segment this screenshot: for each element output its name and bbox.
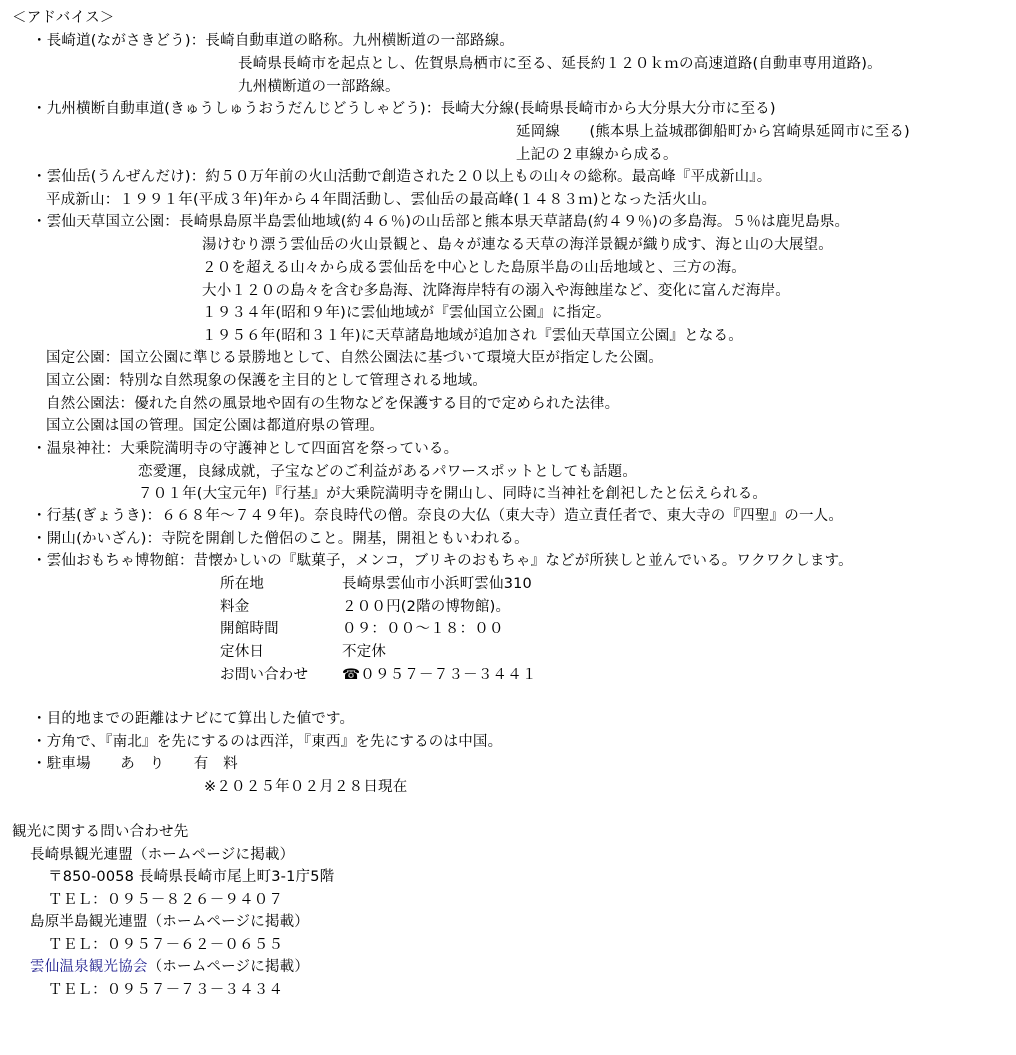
as-of-date: ※２０２５年０２月２８日現在: [204, 779, 408, 795]
museum-title: ・雲仙おもちゃ博物館：昔懐かしいの『駄菓子，メンコ，ブリキのおもちゃ』などが所狭しと並んでいる。ワクワクします。: [32, 553, 853, 569]
museum-row-value: ０９：００〜１８：００: [342, 621, 504, 637]
park-note-3: 自然公園法：優れた自然の風景地や固有の生物などを保護する目的で定められた法律。: [46, 396, 620, 412]
parking-note: ・駐車場 あ り 有 料: [32, 756, 238, 772]
park-note-1: 国定公園：国立公園に準じる景勝地として、自然公園法に基づいて環境大臣が指定した公園。: [46, 350, 664, 366]
museum-row: [220, 574, 532, 594]
park-line-1: 湯けむり漂う雲仙岳の火山景観と、島々が連なる天草の海洋景観が織り成す、海と山の大展望。: [202, 237, 833, 253]
nagasakido-title: ・長崎道(ながさきどう)：長崎自動車道の略称。九州横断道の一部路線。: [32, 33, 515, 49]
kaizan-note: ・開山(かいざん)：寺院を開創した僧侶のこと。開基，開祖ともいわれる。: [32, 531, 529, 547]
park-note-2: 国立公園：特別な自然現象の保護を主目的として管理される地域。: [46, 373, 487, 389]
park-title: ・雲仙天草国立公園：長崎県島原半島雲仙地域(約４６％)の山岳部と熊本県天草諸島(約４９％)の多島海。５％は鹿児島県。: [32, 214, 850, 230]
unzen-association-tel: ＴＥＬ：０９５７－７３－３４３４: [48, 982, 284, 998]
nagasaki-league-name: 長崎県観光連盟（ホームページに掲載）: [30, 847, 295, 863]
advice-header: ＜アドバイス＞: [12, 10, 115, 26]
museum-row: [220, 597, 510, 617]
museum-row-label: 開館時間: [220, 621, 279, 637]
unzendake-title: ・雲仙岳(うんぜんだけ)：約５０万年前の火山活動で創造された２０以上もの山々の総称。最高峰『平成新山』。: [32, 169, 772, 185]
museum-row-value: ☎０９５７－７３－３４４１: [342, 667, 537, 683]
museum-row-label: お問い合わせ: [220, 667, 309, 683]
nagasaki-league-address: 〒850-0058 長崎県長崎市尾上町3-1庁5階: [48, 869, 335, 885]
nagasaki-league-tel: ＴＥＬ：０９５－８２６－９４０７: [48, 892, 284, 908]
unzen-association-suffix: （ホームページに掲載）: [147, 959, 310, 975]
museum-row-value: 不定休: [342, 644, 387, 660]
shimabara-league-name: 島原半島観光連盟（ホームページに掲載）: [30, 914, 310, 930]
direction-note: ・方角で、『南北』を先にするのは西洋，『東西』を先にするのは中国。: [32, 734, 503, 750]
museum-row-label: 所在地: [220, 576, 265, 592]
kyushu-title: ・九州横断自動車道(きゅうしゅうおうだんじどうしゃどう)：長崎大分線(長崎県長崎市から大分県大分市に至る): [32, 101, 776, 117]
unzen-association: [30, 957, 309, 977]
nagasakido-line-1: 長崎県長崎市を起点とし、佐賀県鳥栖市に至る、延長約１２０ｋｍの高速道路(自動車専用道路)。: [238, 56, 882, 72]
unzen-association-link[interactable]: 雲仙温泉観光協会: [30, 959, 148, 975]
heisei-shinzan-note: 平成新山：１９９１年(平成３年)年から４年間活動し、雲仙岳の最高峰(１４８３ｍ)となった活火山。: [46, 192, 717, 208]
contacts-header: 観光に関する問い合わせ先: [12, 824, 189, 840]
shrine-line-1: 恋愛運，良縁成就，子宝などのご利益があるパワースポットとしても話題。: [138, 464, 638, 480]
distance-note: ・目的地までの距離はナビにて算出した値です。: [32, 711, 355, 727]
shrine-line-2: ７０１年(大宝元年)『行基』が大乗院満明寺を開山し、同時に当神社を創祀したと伝えられる。: [138, 486, 768, 502]
museum-row: [220, 665, 537, 685]
museum-row-label: 定休日: [220, 644, 265, 660]
park-line-5: １９５６年(昭和３１年)に天草諸島地域が追加され『雲仙天草国立公園』となる。: [202, 328, 743, 344]
park-line-4: １９３４年(昭和９年)に雲仙地域が『雲仙国立公園』に指定。: [202, 305, 611, 321]
museum-row-value: ２００円(2階の博物館)。: [342, 599, 511, 615]
park-line-3: 大小１２０の島々を含む多島海、沈降海岸特有の溺入や海蝕崖など、変化に富んだ海岸。: [202, 283, 790, 299]
shrine-title: ・温泉神社：大乗院満明寺の守護神として四面宮を祭っている。: [32, 441, 459, 457]
shimabara-league-tel: ＴＥＬ：０９５７－６２－０６５５: [48, 937, 284, 953]
museum-row: [220, 642, 386, 662]
museum-row: [220, 619, 504, 639]
kyushu-line-2: 上記の２車線から成る。: [516, 147, 678, 163]
nagasakido-line-2: 九州横断道の一部路線。: [238, 79, 400, 95]
kyushu-line-1: 延岡線 (熊本県上益城郡御船町から宮崎県延岡市に至る): [516, 124, 910, 140]
park-line-2: ２０を超える山々から成る雲仙岳を中心とした島原半島の山岳地域と、三方の海。: [202, 260, 746, 276]
gyoki-note: ・行基(ぎょうき)：６６８年〜７４９年)。奈良時代の僧。奈良の大仏（東大寺）造立責任者で、東大寺の『四聖』の一人。: [32, 508, 844, 524]
museum-row-label: 料金: [220, 599, 250, 615]
park-note-4: 国立公園は国の管理。国定公園は都道府県の管理。: [46, 418, 385, 434]
museum-row-value: 長崎県雲仙市小浜町雲仙310: [342, 576, 532, 592]
